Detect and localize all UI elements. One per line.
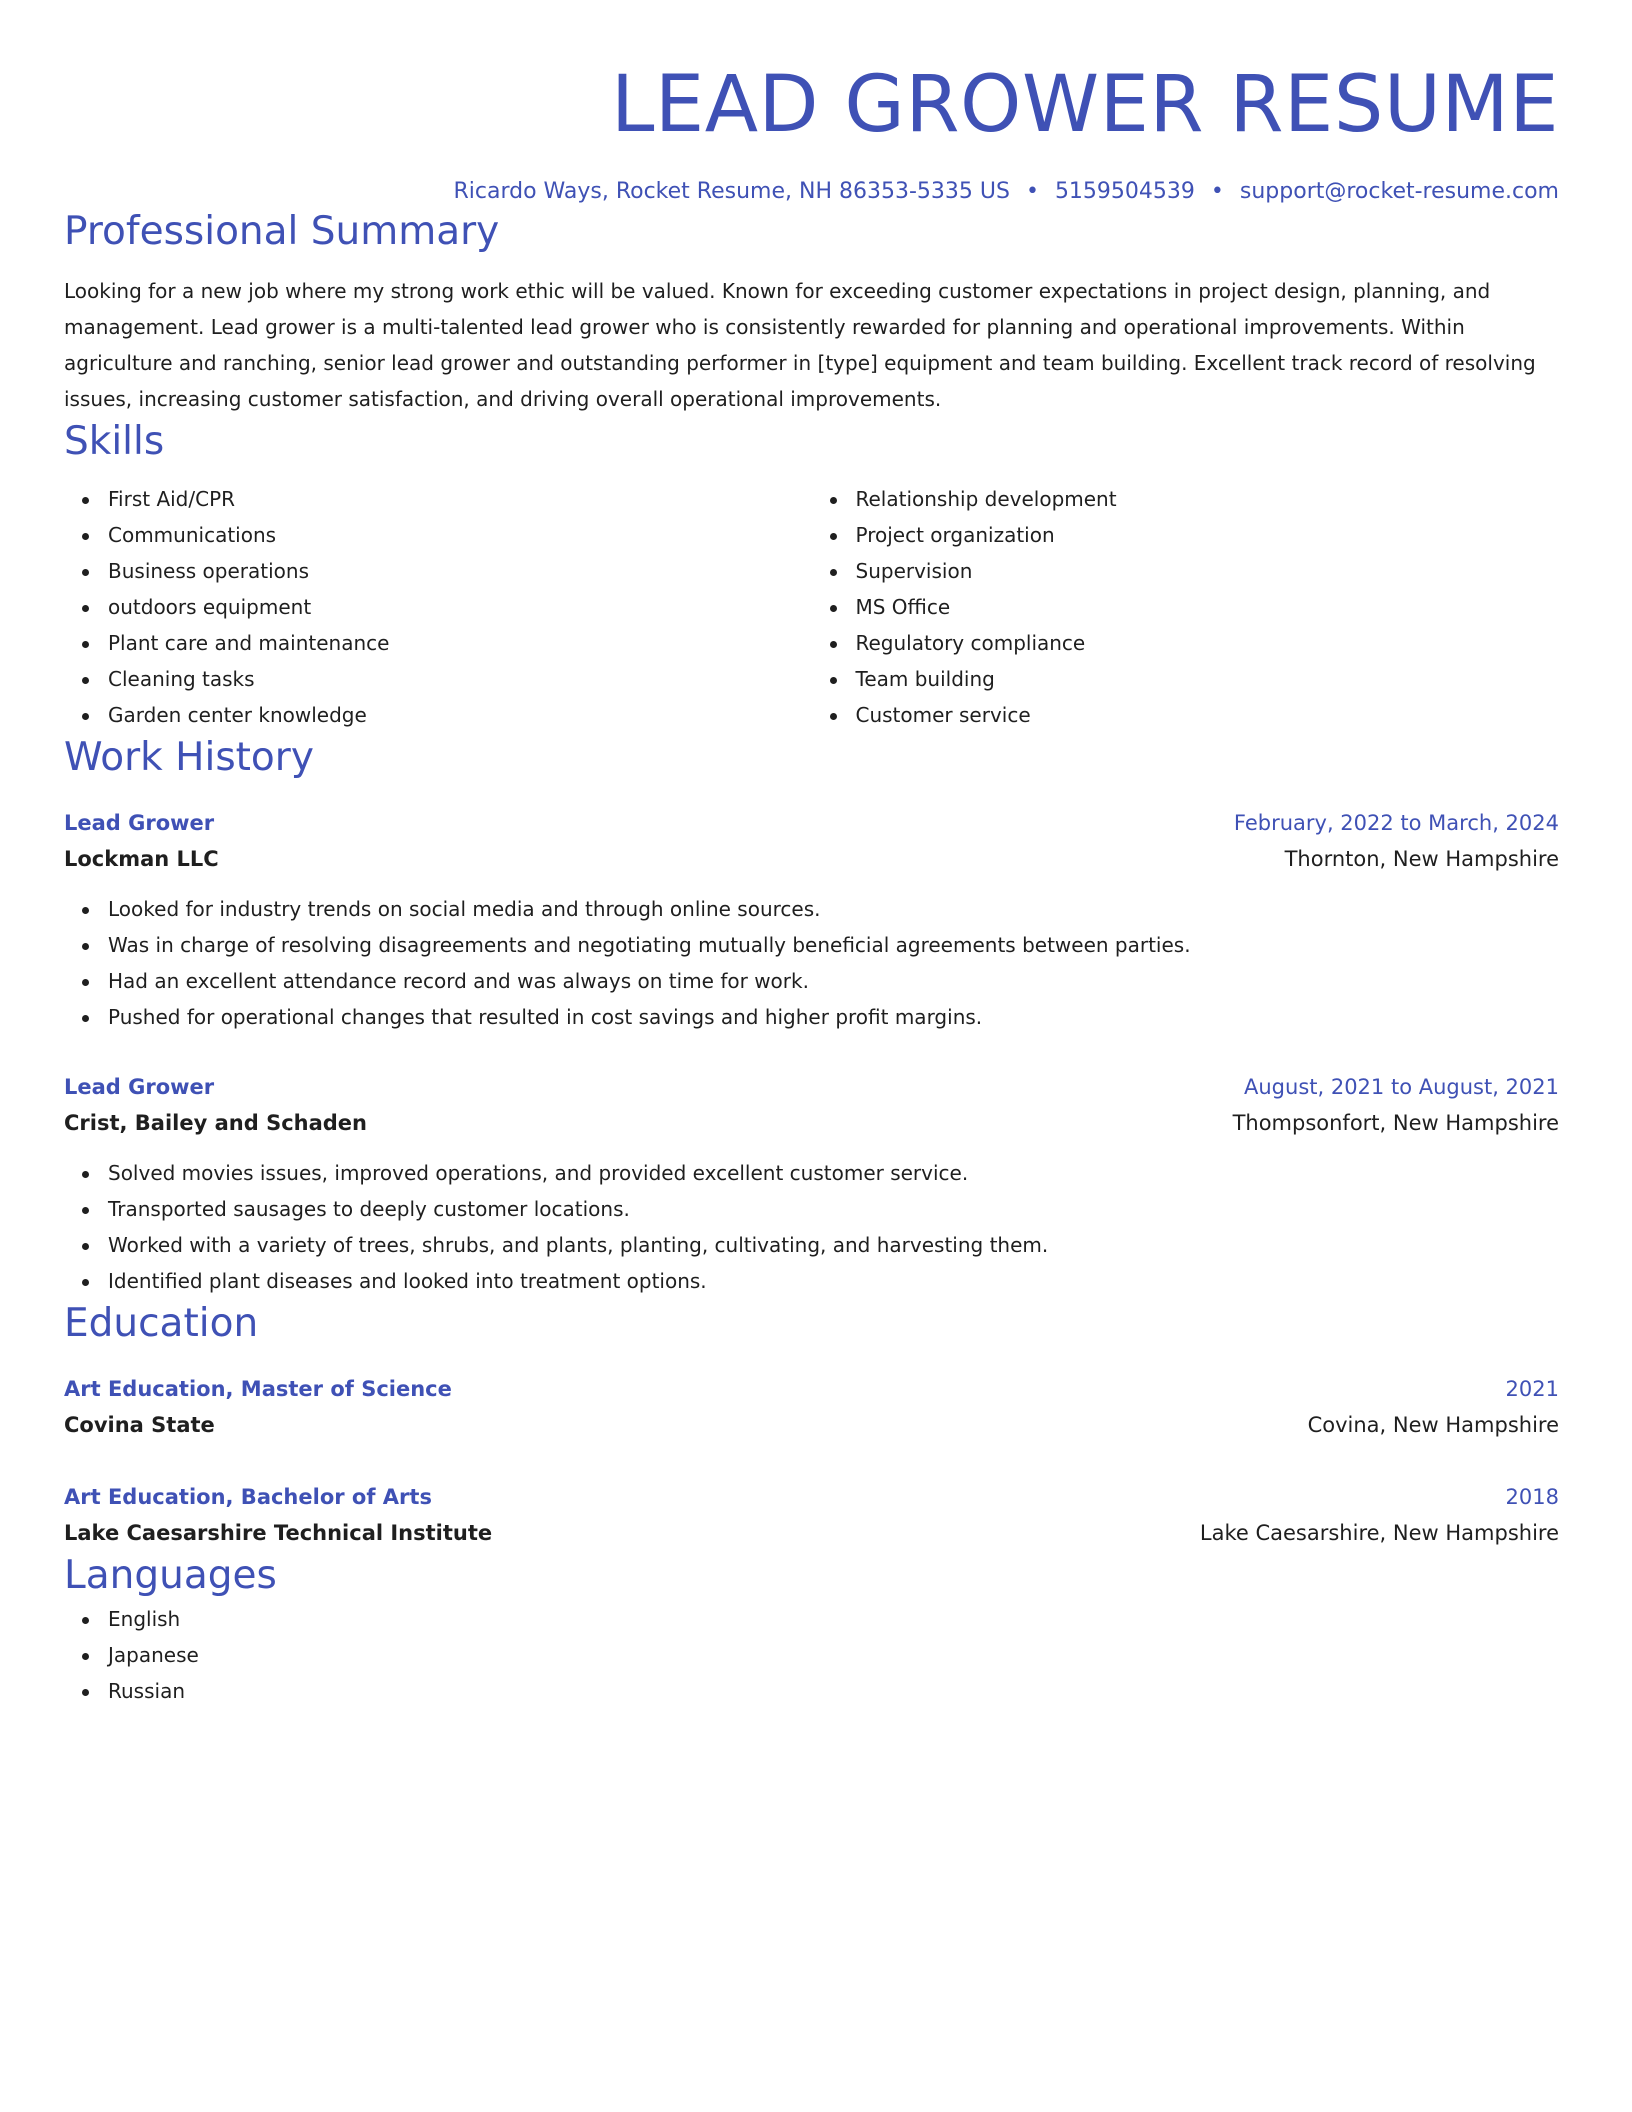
work-history-section [64,733,1559,1299]
languages-section [64,1551,1559,1709]
education-location: Lake Caesarshire, New Hampshire [1199,1521,1559,1545]
education-school: Covina State [64,1413,215,1437]
education-heading: Education [64,1301,259,1346]
skills-heading: Skills [64,419,165,464]
education-location: Covina, New Hampshire [1307,1413,1559,1437]
skill-item: Business operations [108,553,812,589]
education-header-row [64,1479,1559,1515]
skill-item: outdoors equipment [108,589,812,625]
skills-section [64,417,1559,733]
job-bullet: Solved movies issues, improved operations, and provided excellent customer service. [108,1155,1559,1191]
job-bullet: Identified plant diseases and looked into treatment options. [108,1263,1559,1299]
education-header-row [64,1371,1559,1407]
summary-heading: Professional Summary [64,209,500,254]
job-company: Crist, Bailey and Schaden [64,1111,367,1135]
job-dates: August, 2021 to August, 2021 [1244,1075,1559,1099]
education-school: Lake Caesarshire Technical Institute [64,1521,493,1545]
job-bullet: Was in charge of resolving disagreements and negotiating mutually beneficial agreements between parties. [108,927,1559,963]
contact-address: Ricardo Ways, Rocket Resume, NH 86353-5335 US [453,179,1010,204]
skill-item: Communications [108,517,812,553]
skills-list-left [64,481,812,733]
skills-columns [64,481,1559,733]
languages-heading: Languages [64,1553,277,1598]
resume-title: LEAD GROWER RESUME [610,60,1559,150]
job-location: Thompsonfort, New Hampshire [1232,1111,1559,1135]
education-year: 2021 [1505,1377,1559,1401]
education-entry [64,1479,1559,1551]
contact-line [64,177,1559,207]
skill-item: Project organization [856,517,1560,553]
language-item: Russian [108,1673,1559,1709]
skill-item: Garden center knowledge [108,697,812,733]
job-title: Lead Grower [64,1075,215,1099]
job-bullets [64,1155,1559,1299]
education-school-row [64,1515,1559,1551]
contact-separator: • [1025,179,1039,204]
summary-section [64,207,1559,417]
skill-item: Relationship development [856,481,1560,517]
job-location: Thornton, New Hampshire [1284,847,1559,871]
skill-item: Cleaning tasks [108,661,812,697]
job-entry [64,1069,1559,1299]
contact-separator: • [1210,179,1224,204]
contact-email: support@rocket-resume.com [1239,179,1559,204]
summary-text: Looking for a new job where my strong work ethic will be valued. Known for exceeding customer expectations in project design, planning, and management. Lead grower is a multi-talented lead grower who is consistently rewarded for planning and operational improvements. Within agriculture and ranching, senior lead grower and outstanding performer in [type] equipment and team building. Excellent track record of resolving issues, increasing customer satisfaction, and driving overall operational improvements. [64,279,1536,411]
job-header-row [64,1069,1559,1105]
job-company: Lockman LLC [64,847,219,871]
job-dates: February, 2022 to March, 2024 [1233,811,1559,835]
job-entry [64,805,1559,1035]
job-bullets [64,891,1559,1035]
resume-page [64,0,1559,1709]
skill-item: MS Office [856,589,1560,625]
skill-item: Supervision [856,553,1560,589]
skills-list-right [812,481,1560,733]
education-degree: Art Education, Master of Science [64,1377,452,1401]
education-degree: Art Education, Bachelor of Arts [64,1485,432,1509]
languages-list [64,1601,1559,1709]
job-company-row [64,841,1559,877]
job-bullet: Had an excellent attendance record and was always on time for work. [108,963,1559,999]
contact-phone: 5159504539 [1054,179,1195,204]
skill-item: Team building [856,661,1560,697]
skill-item: Plant care and maintenance [108,625,812,661]
job-bullet: Looked for industry trends on social media and through online sources. [108,891,1559,927]
skill-item: Regulatory compliance [856,625,1560,661]
job-header-row [64,805,1559,841]
skill-item: Customer service [856,697,1560,733]
job-bullet: Worked with a variety of trees, shrubs, and plants, planting, cultivating, and harvesting them. [108,1227,1559,1263]
job-title: Lead Grower [64,811,215,835]
education-school-row [64,1407,1559,1443]
language-item: English [108,1601,1559,1637]
job-bullet: Transported sausages to deeply customer locations. [108,1191,1559,1227]
job-company-row [64,1105,1559,1141]
skill-item: First Aid/CPR [108,481,812,517]
education-entry [64,1371,1559,1443]
work-history-heading: Work History [64,735,314,780]
job-bullet: Pushed for operational changes that resulted in cost savings and higher profit margins. [108,999,1559,1035]
language-item: Japanese [108,1637,1559,1673]
education-year: 2018 [1505,1485,1559,1509]
education-section [64,1299,1559,1551]
